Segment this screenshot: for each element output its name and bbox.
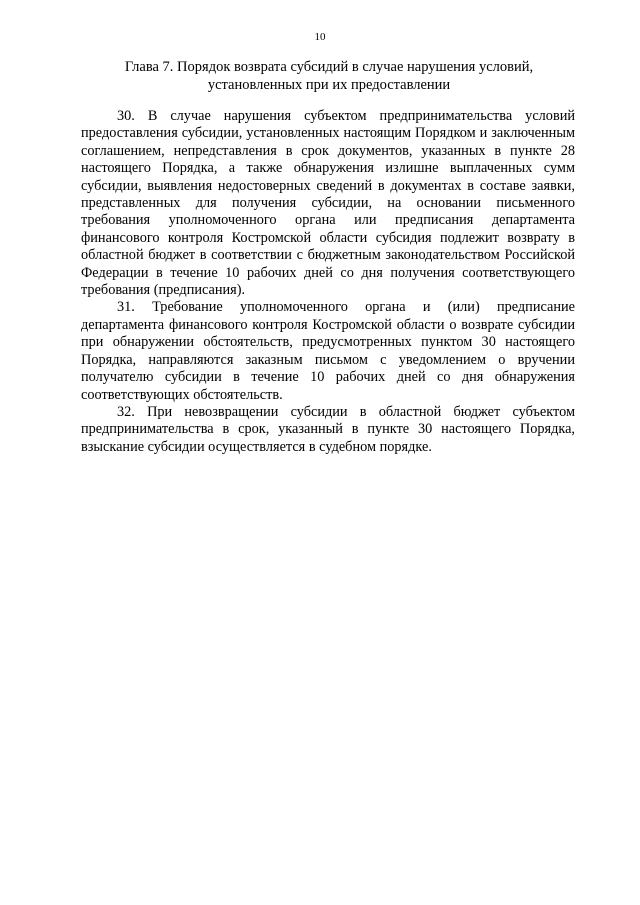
chapter-title-line-1: Глава 7. Порядок возврата субсидий в случае нарушения условий, — [124, 59, 534, 75]
chapter-title — [90, 58, 568, 94]
page-number: 10 — [314, 31, 326, 43]
paragraph-32: 32. При невозвращении субсидии в областной бюджет субъектом предпринимательства в срок, указанный в пункте 30 настоящего Порядка, взыскание субсидии осуществляется в судебном порядке. — [81, 403, 575, 455]
paragraph-31: 31. Требование уполномоченного органа и (или) предписание департамента финансового контроля Костромской области о возврате субсидии при обнаружении обстоятельств, предусмотренных пунктом 30 настоящего Порядка, направляются заказным письмом с уведомлением о вручении получателю субсидии в течение 10 рабочих дней со дня обнаружения соответствующих обстоятельств. — [81, 299, 575, 403]
document-body — [81, 108, 575, 456]
paragraph-30: 30. В случае нарушения субъектом предпринимательства условий предоставления субсидии, установленных настоящим Порядком и заключенным соглашением, непредставления в срок документов, указанных в пункте 28 настоящего Порядка, а также обнаружения излишне выплаченных сумм субсидии, выявления недостоверных сведений в документах в составе заявки, представленных для получения субсидии, на основании письменного требования уполномоченного органа или предписания департамента финансового контроля Костромской области субсидия подлежит возврату в областной бюджет в соответствии с бюджетным законодательством Российской Федерации в течение 10 рабочих дней со дня получения соответствующего требования (предписания). — [81, 108, 575, 299]
chapter-title-line-2: установленных при их предоставлении — [207, 77, 451, 93]
